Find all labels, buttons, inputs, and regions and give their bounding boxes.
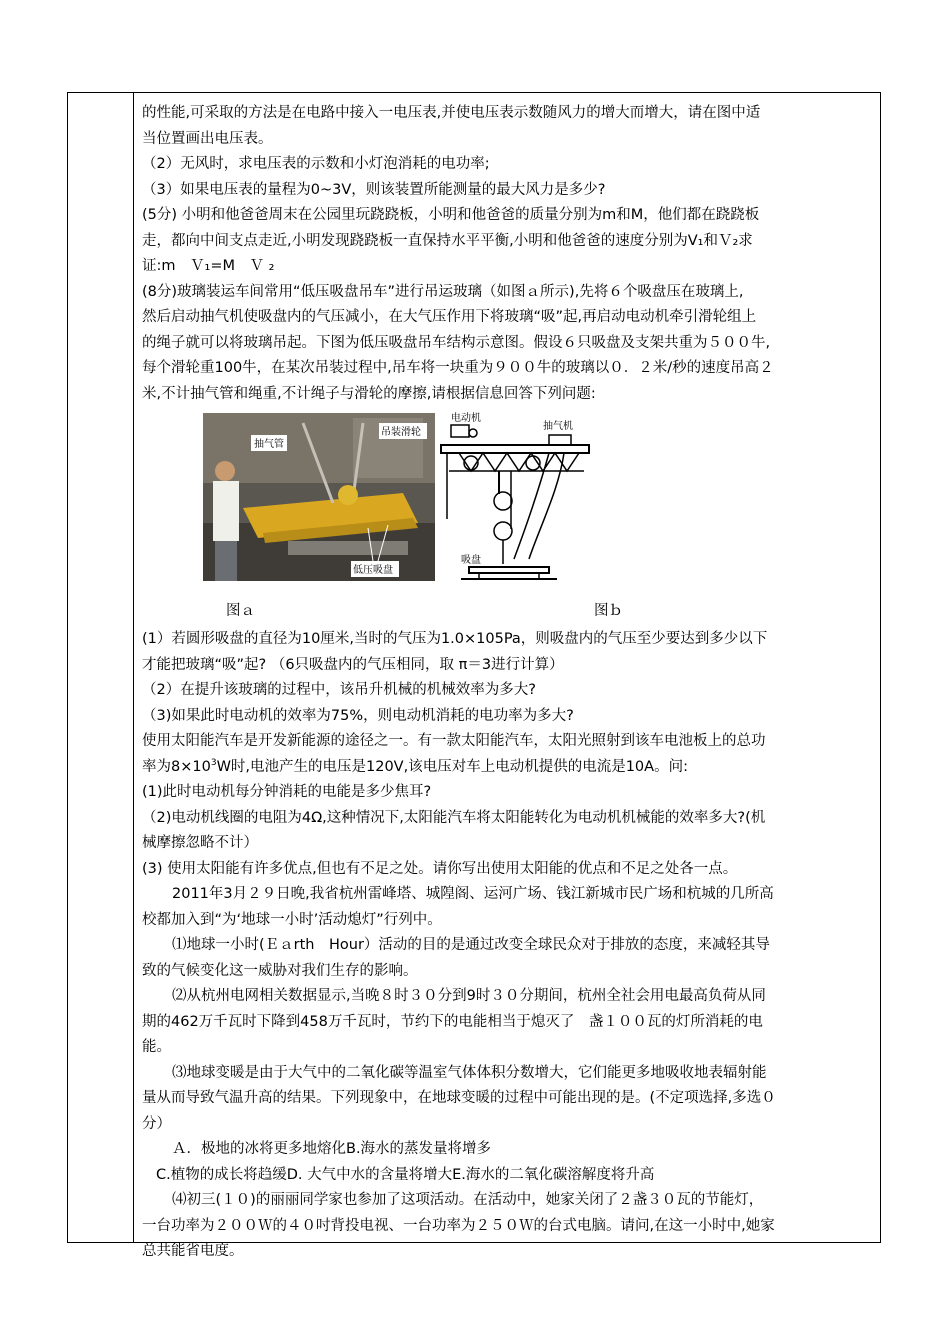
- text-fragment: W时,电池产生的电压是120V,该电压对车上电动机提供的电流是10A。问:: [216, 758, 688, 775]
- text-line: Ａ．极地的冰将更多地熔化B.海水的蒸发量将增多: [172, 1141, 492, 1157]
- text-line: 能。: [142, 1039, 171, 1055]
- text-line: ⑴地球一小时(Ｅａrth Hour）活动的目的是通过改变全球民众对于排放的态度，来减轻其导: [172, 937, 770, 953]
- figures: [142, 409, 874, 599]
- text-line: （2）在提升该玻璃的过程中，该吊升机械的机械效率为多大?: [142, 682, 536, 698]
- text-line: (1）若圆形吸盘的直径为10厘米,当时的气压为1.0×105Pa，则吸盘内的气压至少要达到多少以下: [142, 631, 768, 647]
- text-line: （2）无风时，求电压表的示数和小灯泡消耗的电功率;: [142, 156, 490, 172]
- text-line: （3）如果电压表的量程为0~3V，则该装置所能测量的最大风力是多少?: [142, 181, 606, 198]
- text-line: (1)此时电动机每分钟消耗的电能是多少焦耳?: [142, 784, 432, 800]
- text-line: C.植物的成长将趋缓D. 大气中水的含量将增大E.海水的二氧化碳溶解度将升高: [156, 1166, 655, 1183]
- text-line: 械摩擦忽略不计）: [142, 835, 258, 851]
- text-line: 每个滑轮重100牛，在某次吊装过程中,吊车将一块重为９００牛的玻璃以０．２米/秒的速度吊高２: [142, 360, 774, 376]
- figure-a-caption: 图ａ: [226, 603, 255, 619]
- text-line: 致的气候变化这一威胁对我们生存的影响。: [142, 962, 418, 979]
- text-line: 当位置画出电压表。: [142, 130, 273, 147]
- question-table: [67, 92, 881, 1259]
- text-line: 2011年3月２９日晚,我省杭州雷峰塔、城隍阁、运河广场、钱江新城市民广场和杭城的几所高: [172, 886, 774, 902]
- text-line: ⑶地球变暖是由于大气中的二氧化碳等温室气体体积分数增大，它们能更多地吸收地表辐射能: [172, 1064, 767, 1081]
- text-line: 总共能省电度。: [142, 1243, 244, 1259]
- text-line: (5分) 小明和他爸爸周末在公园里玩跷跷板，小明和他爸爸的质量分别为m和M，他们都在跷跷板: [142, 207, 760, 223]
- text-line: 的绳子就可以将玻璃吊起。下图为低压吸盘吊车结构示意图。假设６只吸盘及支架共重为５００牛,: [142, 334, 771, 351]
- text-line: 走，都向中间支点走近,小明发现跷跷板一直保持水平平衡,小明和他爸爸的速度分别为V₁和Ｖ₂求: [142, 232, 753, 249]
- text-line: 一台功率为２００Ｗ的４０吋背投电视、一台功率为２５０Ｗ的台式电脑。请问,在这一小时中,她家: [142, 1217, 775, 1234]
- figure-b-caption: 图ｂ: [594, 603, 623, 619]
- text-line: 量从而导致气温升高的结果。下列现象中，在地球变暖的过程中可能出现的是。(不定项选择,多选０: [142, 1090, 776, 1106]
- text-line: 分）: [142, 1115, 171, 1132]
- figure-a-photo: [203, 413, 435, 581]
- text-line: 的性能,可采取的方法是在电路中接入一电压表,并使电压表示数随风力的增大而增大，请在图中适: [142, 105, 761, 121]
- text-line: （2)电动机线圈的电阻为4Ω,这种情况下,太阳能汽车将太阳能转化为电动机机械能的效率多大?(机: [142, 809, 766, 826]
- text-line: ⑵从杭州电网相关数据显示,当晚８时３０分到9时３０分期间，杭州全社会用电最高负荷从同: [172, 988, 766, 1004]
- figure-a-label-pipe: 抽气管: [254, 439, 284, 450]
- text-line: 校都加入到“为‘地球一小时’活动熄灯”行列中。: [142, 911, 442, 928]
- question-content: [142, 101, 874, 1265]
- text-line: 然后启动抽气机使吸盘内的气压减小，在大气压作用下将玻璃“吸”起,再启动电动机牵引滑轮组上: [142, 309, 757, 325]
- figure-b-diagram: [439, 409, 591, 587]
- text-line: [142, 755, 874, 781]
- text-line: 期的462万千瓦时下降到458万千瓦时，节约下的电能相当于熄灭了 盏１００瓦的灯所消耗的电: [142, 1013, 763, 1030]
- text-line: (3) 使用太阳能有许多优点,但也有不足之处。请你写出使用太阳能的优点和不足之处各一点。: [142, 860, 738, 877]
- figure-a-label-cup: 低压吸盘: [353, 565, 393, 576]
- figure-captions: [142, 599, 874, 627]
- superscript: 3: [210, 757, 217, 768]
- text-line: （3)如果此时电动机的效率为75%，则电动机消耗的电功率为多大?: [142, 707, 574, 724]
- figure-b-label-cup: 吸盘: [461, 555, 481, 566]
- text-line: 才能把玻璃“吸”起? （6只吸盘内的气压相同，取 π＝3进行计算）: [142, 656, 564, 673]
- figure-a-label-pulley: 吊装滑轮: [381, 427, 421, 438]
- text-line: ⑷初三(１０)的丽丽同学家也参加了这项活动。在活动中，她家关闭了２盏３０瓦的节能灯，: [172, 1192, 764, 1208]
- text-fragment: 率为8×10: [142, 758, 211, 775]
- text-line: 米,不计抽气管和绳重,不计绳子与滑轮的摩擦,请根据信息回答下列问题:: [142, 385, 596, 402]
- figure-b-label-motor: 电动机: [451, 413, 481, 424]
- figure-b-label-pump: 抽气机: [543, 421, 573, 432]
- text-line: 使用太阳能汽车是开发新能源的途径之一。有一款太阳能汽车，太阳光照射到该车电池板上的总功: [142, 733, 766, 749]
- left-column: [68, 93, 134, 1242]
- text-line: (8分)玻璃装运车间常用“低压吸盘吊车”进行吊运玻璃（如图ａ所示),先将６个吸盘压在玻璃上,: [142, 283, 744, 300]
- text-line: 证:m Ｖ₁=M Ｖ ₂: [142, 258, 275, 274]
